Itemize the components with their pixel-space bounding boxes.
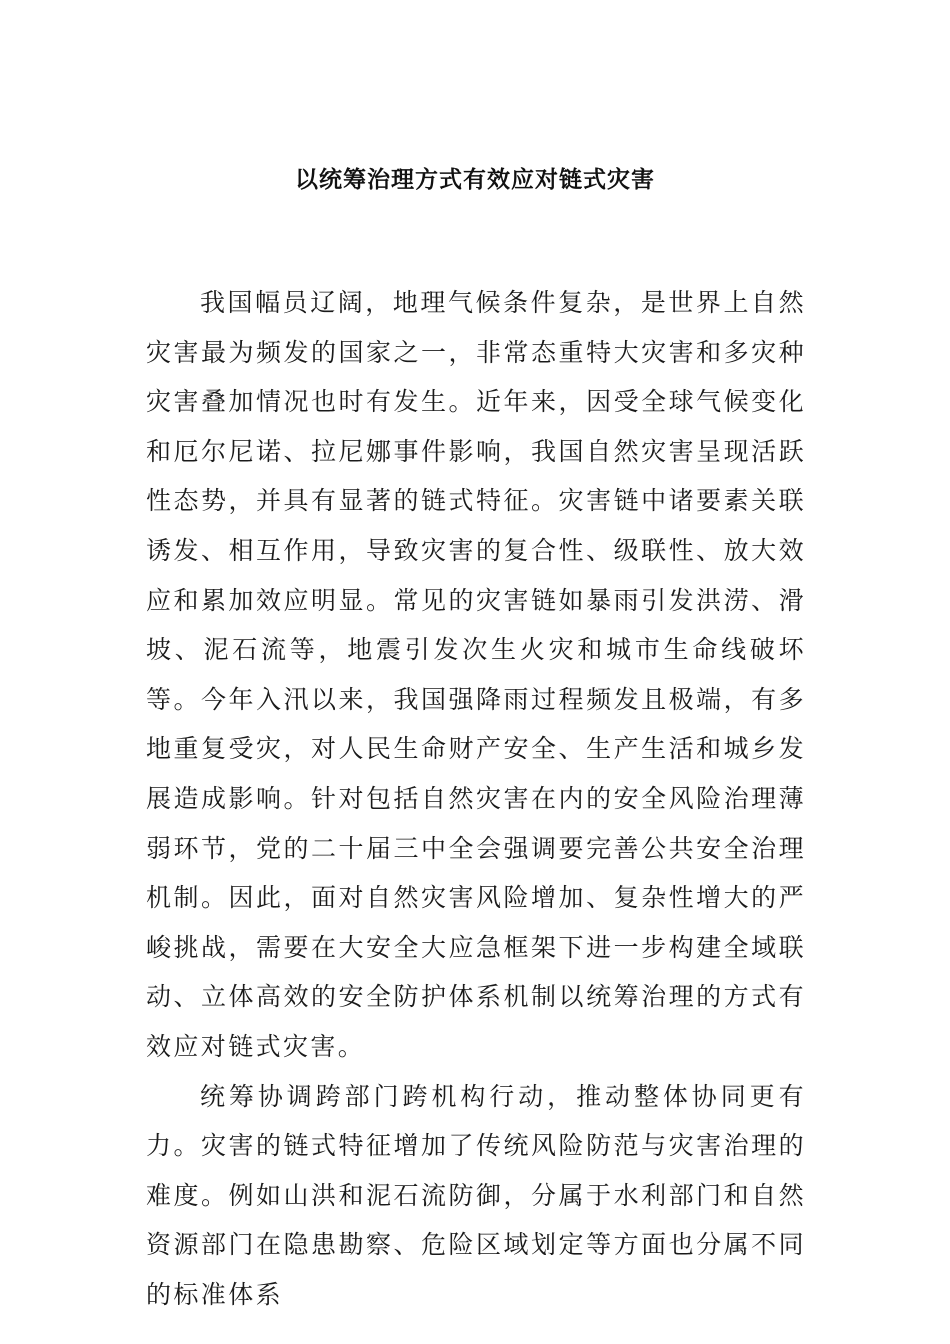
document-title: 以统筹治理方式有效应对链式灾害 [295,167,655,193]
paragraph: 我国幅员辽阔，地理气候条件复杂，是世界上自然灾害最为频发的国家之一，非常态重特大灾害和多灾种灾害叠加情况也时有发生。近年来，因受全球气候变化和厄尔尼诺、拉尼娜事件影响，我国自然灾害呈现活跃性态势，并具有显著的链式特征。灾害链中诸要素关联诱发、相互作用，导致灾害的复合性、级联性、放大效应和累加效应明显。常见的灾害链如暴雨引发洪涝、滑坡、泥石流等，地震引发次生火灾和城市生命线破坏等。今年入汛以来，我国强降雨过程频发且极端，有多地重复受灾，对人民生命财产安全、生产生活和城乡发展造成影响。针对包括自然灾害在内的安全风险治理薄弱环节，党的二十届三中全会强调要完善公共安全治理机制。因此，面对自然灾害风险增加、复杂性增大的严峻挑战，需要在大安全大应急框架下进一步构建全域联动、立体高效的安全防护体系机制以统筹治理的方式有效应对链式灾害。 [146,288,806,1061]
paragraph: 统筹协调跨部门跨机构行动，推动整体协同更有力。灾害的链式特征增加了传统风险防范与灾害治理的难度。例如山洪和泥石流防御，分属于水利部门和自然资源部门在隐患勘察、危险区域划定等方面也分属不同的标准体系 [146,1081,806,1309]
document-body [146,278,806,1319]
